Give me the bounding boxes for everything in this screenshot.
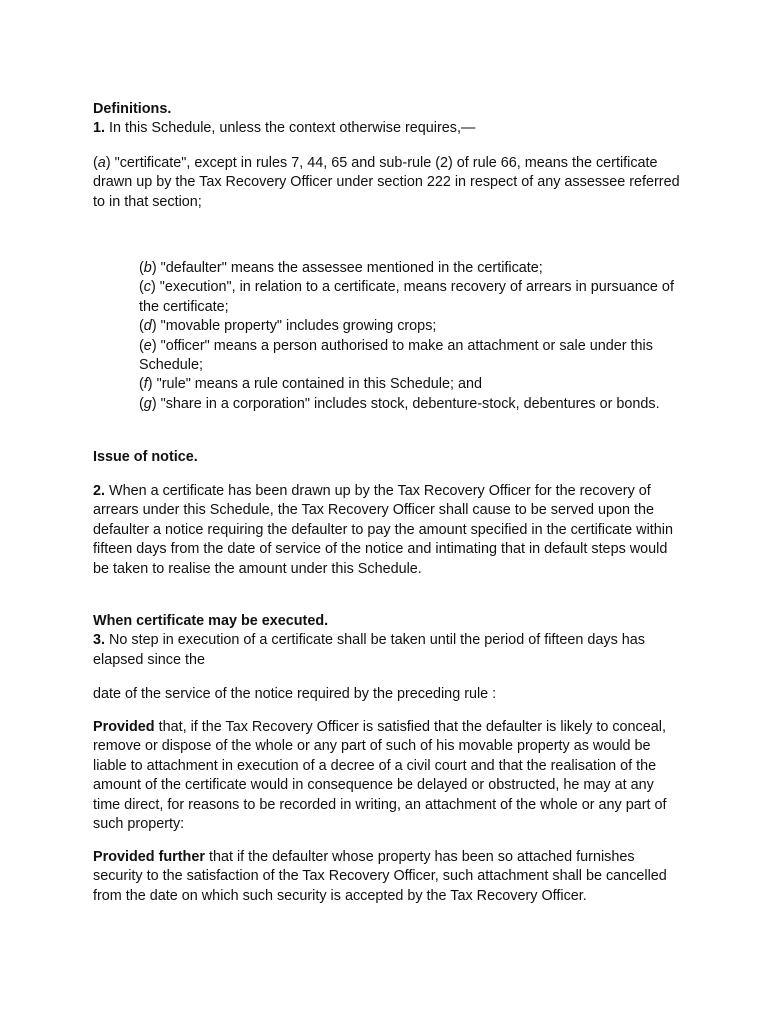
definition-b-text: "defaulter" means the assessee mentioned in the certificate;	[156, 260, 543, 276]
proviso-2-text: that if the defaulter whose property has been so attached furnishes security to the satisfaction of the Tax Recovery Officer, such attachment shall be cancelled from the date on which such security is accepted by the Tax Recovery Officer.	[93, 849, 667, 904]
definition-e-letter: e	[143, 337, 152, 354]
rule-2-number: 2.	[93, 483, 106, 499]
rule-3-continuation: date of the service of the notice required by the preceding rule :	[93, 686, 497, 702]
definition-d: (d) "movable property" includes growing crops;	[139, 318, 437, 335]
definitions-list	[139, 259, 679, 414]
proviso-1-lead: Provided	[93, 719, 155, 735]
definition-c-text: "execution", in relation to a certificate, means recovery of arrears in pursuance of the certificate;	[139, 279, 674, 315]
proviso-1	[93, 718, 683, 834]
definition-a-letter: a	[97, 155, 106, 171]
definition-d-text: "movable property" includes growing crops;	[156, 318, 437, 335]
definition-a-text: "certificate", except in rules 7, 44, 65 and sub-rule (2) of rule 66, means the certificate drawn up by the Tax Recovery Officer under section 222 in respect of any assessee referred to in that section;	[93, 155, 680, 210]
proviso-2-lead: Provided further	[93, 849, 205, 865]
definition-d-letter: d	[143, 318, 152, 335]
rule-3-text: No step in execution of a certificate shall be taken until the period of fifteen days has elapsed since the	[93, 632, 645, 668]
rule-1-text: In this Schedule, unless the context otherwise requires,—	[105, 120, 476, 137]
rule-3	[93, 631, 683, 670]
definition-b-letter: b	[143, 260, 152, 276]
definition-f-text: "rule" means a rule contained in this Schedule; and	[152, 376, 483, 393]
rule-2	[93, 482, 683, 579]
definitions-block	[93, 100, 683, 139]
proviso-2	[93, 848, 683, 906]
rule-2-text: When a certificate has been drawn up by the Tax Recovery Officer for the recovery of arrears under this Schedule, the Tax Recovery Officer shall cause to be served upon the defaulter a notice requiring the defaulter to pay the amount specified in the certificate within fifteen days from the date of service of the notice and intimating that in default steps would be taken to realise the amount under this Schedule.	[93, 483, 673, 577]
notice-heading: Issue of notice.	[93, 449, 198, 465]
definition-c-letter: c	[143, 279, 151, 296]
definition-b: (b) "defaulter" means the assessee mentioned in the certificate;	[139, 260, 543, 276]
definition-c: (c) "execution", in relation to a certificate, means recovery of arrears in pursuance of the certificate;	[139, 279, 674, 315]
definition-a: (a) "certificate", except in rules 7, 44, 65 and sub-rule (2) of rule 66, means the certificate drawn up by the Tax Recovery Officer under section 222 in respect of any assessee referred to in that section;	[93, 155, 680, 210]
executed-block	[93, 612, 683, 670]
executed-heading: When certificate may be executed.	[93, 613, 329, 629]
definition-f-letter: f	[143, 376, 148, 393]
rule-1	[93, 119, 683, 138]
definition-f: (f) "rule" means a rule contained in this Schedule; and	[139, 376, 483, 393]
definition-g-text: "share in a corporation" includes stock, debenture-stock, debentures or bonds.	[156, 395, 660, 412]
rule-1-number: 1.	[93, 120, 106, 137]
definition-e: (e) "officer" means a person authorised to make an attachment or sale under this Schedule;	[139, 337, 653, 374]
definition-e-text: "officer" means a person authorised to make an attachment or sale under this Schedule;	[139, 337, 653, 374]
definitions-heading: Definitions.	[93, 101, 172, 117]
definition-g: (g) "share in a corporation" includes stock, debenture-stock, debentures or bonds.	[139, 395, 660, 412]
definition-g-letter: g	[143, 395, 152, 412]
proviso-1-text: that, if the Tax Recovery Officer is satisfied that the defaulter is likely to conceal, remove or dispose of the whole or any part of such of his movable property as would be liable to attachment in execution of a decree of a civil court and that the realisation of the amount of the certificate would in consequence be delayed or obstructed, he may at any time direct, for reasons to be recorded in writing, an attachment of the whole or any part of such property:	[93, 719, 667, 833]
rule-3-number: 3.	[93, 632, 106, 649]
